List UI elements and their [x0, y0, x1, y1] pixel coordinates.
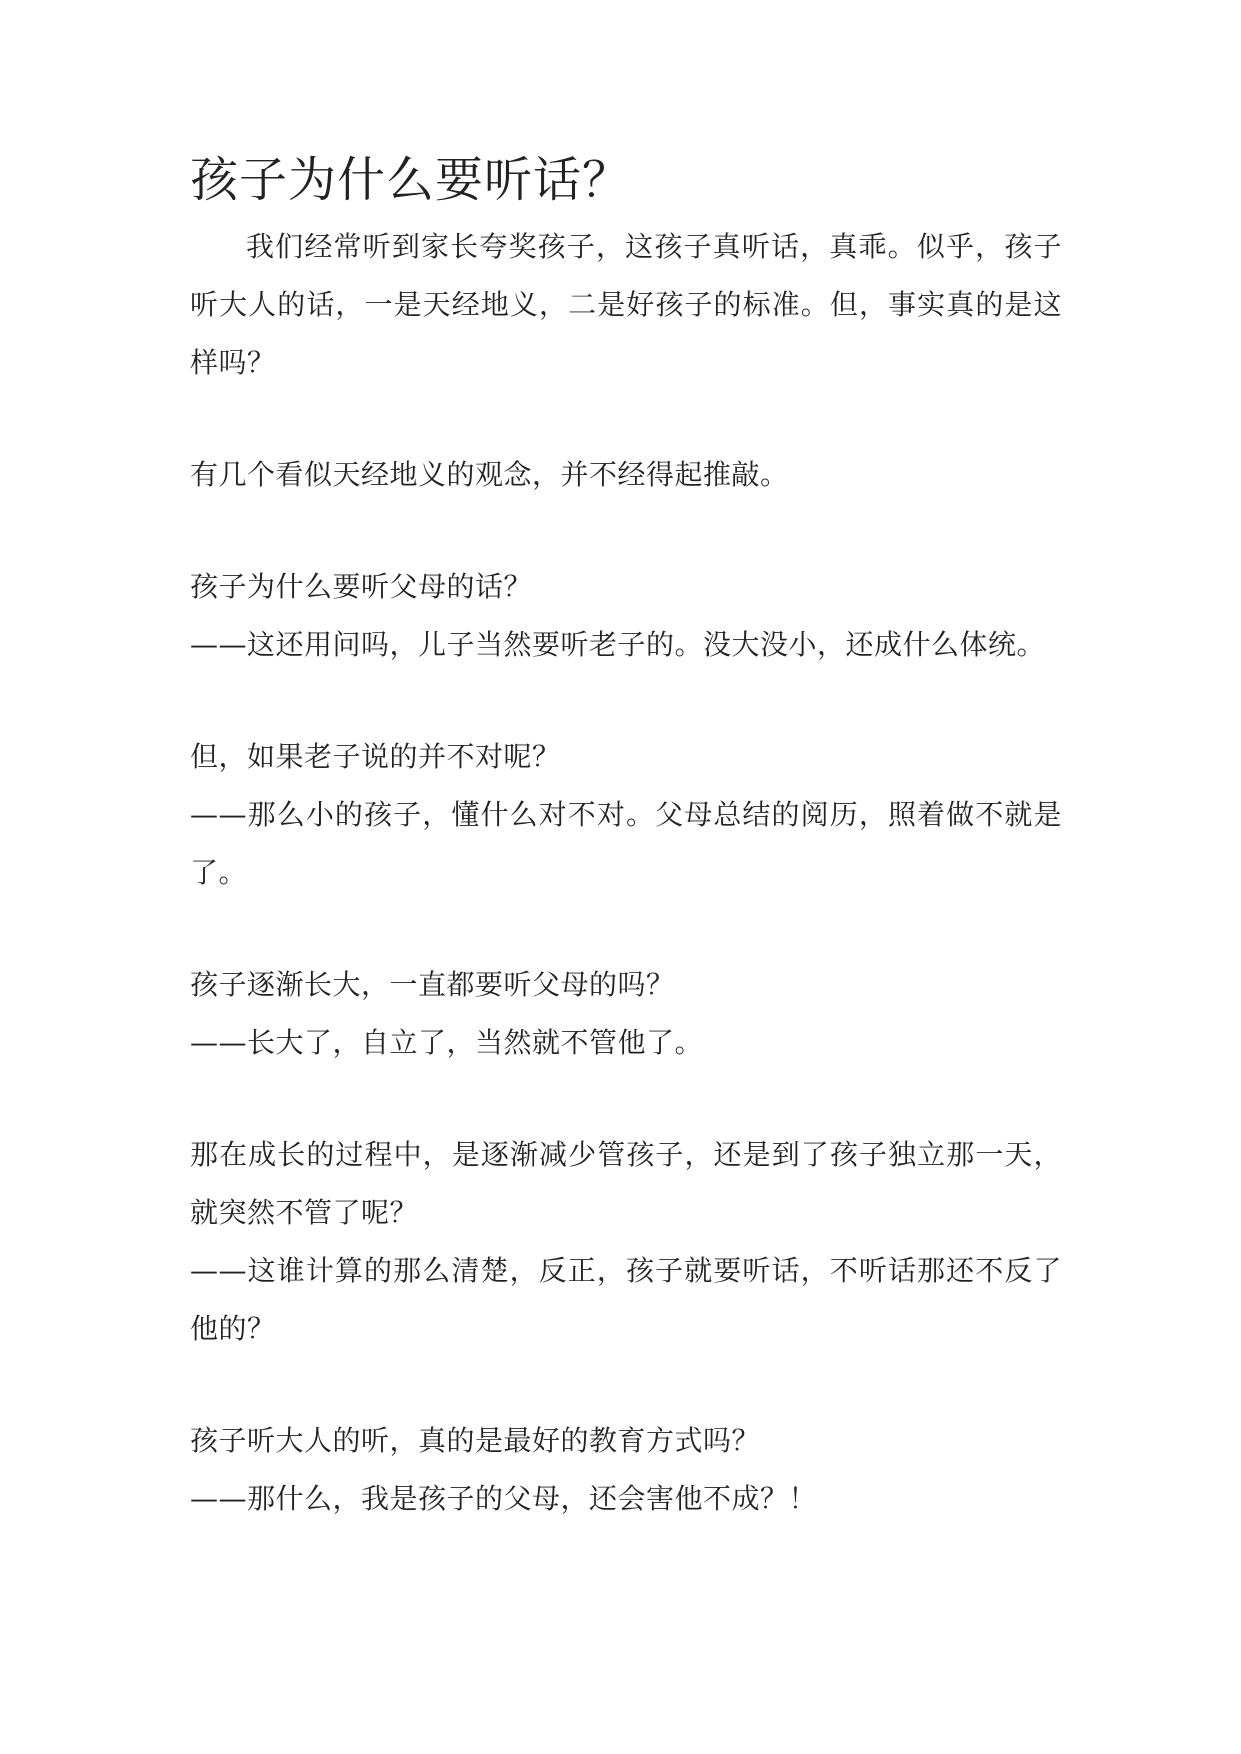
paragraph-gap — [190, 1072, 1062, 1126]
qa-block-1 — [190, 558, 1062, 674]
document-page — [190, 148, 1062, 1528]
paragraph-gap — [190, 1358, 1062, 1412]
paragraph-gap — [190, 392, 1062, 446]
qa-block-2 — [190, 728, 1062, 902]
qa-block-3 — [190, 956, 1062, 1072]
paragraph-gap — [190, 902, 1062, 956]
paragraph-gap — [190, 674, 1062, 728]
question-text: 孩子逐渐长大，一直都要听父母的吗？ — [190, 968, 675, 1001]
question-text: 但，如果老子说的并不对呢？ — [190, 740, 561, 773]
qa-block-4 — [190, 1126, 1062, 1358]
paragraph-gap — [190, 504, 1062, 558]
answer-text: ——那什么，我是孩子的父母，还会害他不成？！ — [190, 1482, 818, 1515]
answer-text: ——长大了，自立了，当然就不管他了。 — [190, 1026, 704, 1059]
question-text: 孩子为什么要听父母的话？ — [190, 570, 533, 603]
document-title: 孩子为什么要听话？ — [190, 152, 632, 208]
question-text: 孩子听大人的听，真的是最好的教育方式吗？ — [190, 1424, 761, 1457]
intro-paragraph: 我们经常听到家长夸奖孩子，这孩子真听话，真乖。似乎，孩子听大人的话，一是天经地义，二是好孩子的标准。但，事实真的是这样吗？ — [190, 230, 1062, 379]
answer-text: ——那么小的孩子，懂什么对不对。父母总结的阅历，照着做不就是了。 — [190, 798, 1062, 889]
answer-text: ——这还用问吗，儿子当然要听老子的。没大没小，还成什么体统。 — [190, 628, 1046, 661]
question-text: 那在成长的过程中，是逐渐减少管孩子，还是到了孩子独立那一天，就突然不管了呢？ — [190, 1138, 1062, 1229]
qa-block-5 — [190, 1412, 1062, 1528]
answer-text: ——这谁计算的那么清楚，反正，孩子就要听话，不听话那还不反了他的？ — [190, 1254, 1062, 1345]
statement-paragraph: 有几个看似天经地义的观念，并不经得起推敲。 — [190, 458, 789, 491]
